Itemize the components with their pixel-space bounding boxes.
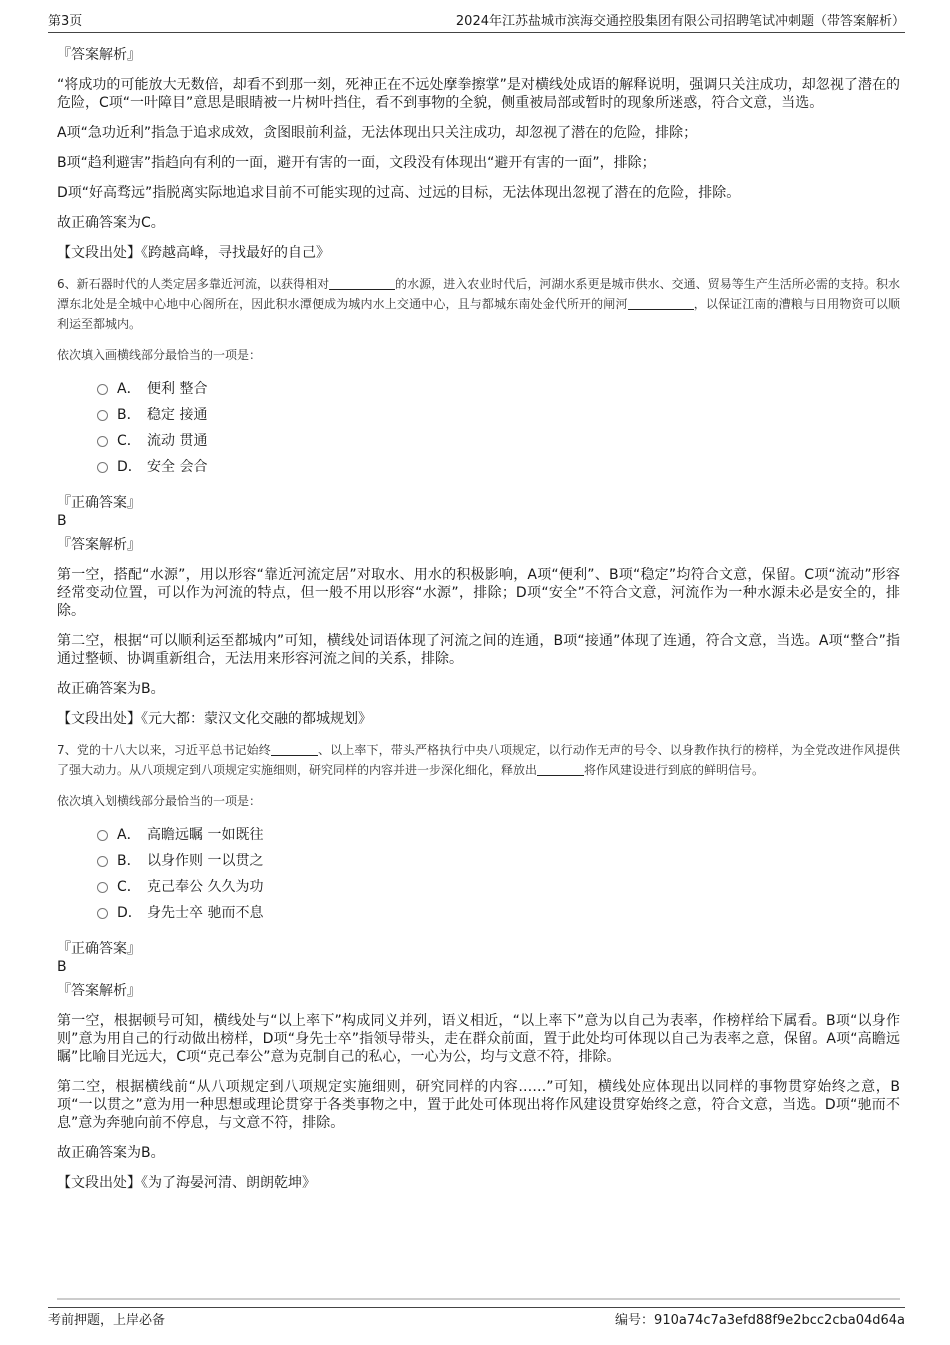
document-title: 2024年江苏盐城市滨海交通控股集团有限公司招聘笔试冲刺题（带答案解析） bbox=[455, 14, 905, 29]
page-content bbox=[57, 46, 900, 1204]
analysis-label: 『答案解析』 bbox=[57, 47, 141, 63]
option-a[interactable]: A． 便利 整合 bbox=[97, 376, 900, 402]
option-c[interactable]: C． 克己奉公 久久为功 bbox=[97, 874, 900, 900]
radio-icon[interactable] bbox=[97, 856, 108, 867]
question-7-options bbox=[97, 822, 900, 926]
source-citation: 【文段出处】《为了海晏河清、朗朗乾坤》 bbox=[57, 1175, 316, 1191]
blank-line bbox=[329, 277, 395, 290]
footer-slogan: 考前押题，上岸必备 bbox=[48, 1313, 166, 1328]
source-citation: 【文段出处】《跨越高峰，寻找最好的自己》 bbox=[57, 245, 330, 261]
option-a[interactable]: A． 高瞻远瞩 一如既往 bbox=[97, 822, 900, 848]
page-footer bbox=[48, 1307, 905, 1332]
document-id: 编号：910a74c7a3efd88f9e2bcc2cba04d64a bbox=[615, 1313, 905, 1328]
option-c[interactable]: C． 流动 贯通 bbox=[97, 428, 900, 454]
analysis-paragraph: 第二空，根据横线前“从八项规定到八项规定实施细则，研究同样的内容……”可知，横线处应体现出以同样的事物贯穿始终之意，B项“一以贯之”意为用一种思想或理论贯穿于各类事物之中，置于此处可体现出将作风建设贯穿始终之意，符合文意，当选。D项“驰而不息”意为奔驰向前不停息，与文意不符，排除。 bbox=[57, 1079, 900, 1131]
correct-answer-label: 『正确答案』 bbox=[57, 495, 141, 511]
analysis-label: 『答案解析』 bbox=[57, 537, 141, 553]
correct-answer-value: B bbox=[57, 959, 67, 975]
question-7-text: 7、党的十八大以来，习近平总书记始终 、以上率下，带头严格执行中央八项规定，以行动作无声的号令、以身教作执行的榜样，为全党改进作风提供了强大动力。从八项规定到八项规定实施细则，研究同样的内容并进一步深化细化，释放出 将作风建设进行到底的鲜明信号。 bbox=[57, 743, 900, 777]
correct-answer-label: 『正确答案』 bbox=[57, 941, 141, 957]
option-b[interactable]: B． 稳定 接通 bbox=[97, 402, 900, 428]
analysis-paragraph: D项“好高骛远”指脱离实际地追求目前不可能实现的过高、过远的目标，无法体现出忽视了潜在的危险，排除。 bbox=[57, 185, 741, 201]
page-header bbox=[48, 12, 905, 33]
analysis-paragraph: 第一空，搭配“水源”，用以形容“靠近河流定居”对取水、用水的积极影响，A项“便利”、B项“稳定”均符合文意，保留。C项“流动”形容经常变动位置，可以作为河流的特点，但一般不用以形容“水源”，排除；D项“安全”不符合文意，河流作为一种水源未必是安全的，排除。 bbox=[57, 567, 900, 619]
radio-icon[interactable] bbox=[97, 908, 108, 919]
radio-icon[interactable] bbox=[97, 462, 108, 473]
radio-icon[interactable] bbox=[97, 384, 108, 395]
question-6-text: 6、新石器时代的人类定居多靠近河流，以获得相对 的水源，进入农业时代后，河湖水系更是城市供水、交通、贸易等生产生活所必需的支持。积水潭东北处是全城中心地中心阁所在，因此积水潭便成为城内水上交通中心，且与都城东南处金代所开的闸河 ，以保证江南的漕粮与日用物资可以顺利运至都城内。 bbox=[57, 277, 900, 331]
question-7-prompt: 依次填入划横线部分最恰当的一项是： bbox=[57, 794, 262, 808]
analysis-paragraph: “将成功的可能放大无数倍，却看不到那一刻，死神正在不远处摩拳擦掌”是对横线处成语的解释说明，强调只关注成功，却忽视了潜在的危险，C项“一叶障目”意思是眼睛被一片树叶挡住，看不到事物的全貌，侧重被局部或暂时的现象所迷惑，符合文意，当选。 bbox=[57, 77, 900, 111]
radio-icon[interactable] bbox=[97, 410, 108, 421]
cut-off-text-line bbox=[57, 1296, 900, 1302]
question-6-options bbox=[97, 376, 900, 480]
option-b[interactable]: B． 以身作则 一以贯之 bbox=[97, 848, 900, 874]
source-citation: 【文段出处】《元大都：蒙汉文化交融的都城规划》 bbox=[57, 711, 372, 727]
question-6-prompt: 依次填入画横线部分最恰当的一项是： bbox=[57, 348, 262, 362]
radio-icon[interactable] bbox=[97, 436, 108, 447]
analysis-paragraph: 第一空，根据顿号可知，横线处与“以上率下”构成同义并列，语义相近，“以上率下”意为以自己为表率，作榜样给下属看。B项“以身作则”意为用自己的行动做出榜样，D项“身先士卒”指领导带头，走在群众前面，置于此处均可体现以自己为表率之意，保留。A项“高瞻远瞩”比喻目光远大，C项“克己奉公”意为克制自己的私心，一心为公，均与文意不符，排除。 bbox=[57, 1013, 900, 1065]
blank-line bbox=[271, 743, 318, 756]
page-number: 第3页 bbox=[48, 14, 83, 29]
answer-statement: 故正确答案为C。 bbox=[57, 215, 165, 231]
blank-line bbox=[628, 297, 694, 310]
analysis-paragraph: A项“急功近利”指急于追求成效，贪图眼前利益，无法体现出只关注成功，却忽视了潜在的危险，排除； bbox=[57, 125, 698, 141]
option-d[interactable]: D． 安全 会合 bbox=[97, 454, 900, 480]
correct-answer-value: B bbox=[57, 513, 67, 529]
analysis-paragraph: 第二空，根据“可以顺利运至都城内”可知，横线处词语体现了河流之间的连通，B项“接通”体现了连通，符合文意，当选。A项“整合”指通过整顿、协调重新组合，无法用来形容河流之间的关系，排除。 bbox=[57, 633, 900, 667]
blank-line bbox=[537, 763, 584, 776]
radio-icon[interactable] bbox=[97, 882, 108, 893]
option-d[interactable]: D． 身先士卒 驰而不息 bbox=[97, 900, 900, 926]
analysis-label: 『答案解析』 bbox=[57, 983, 141, 999]
analysis-paragraph: B项“趋利避害”指趋向有利的一面，避开有害的一面，文段没有体现出“避开有害的一面”，排除； bbox=[57, 155, 656, 171]
answer-statement: 故正确答案为B。 bbox=[57, 681, 165, 697]
radio-icon[interactable] bbox=[97, 830, 108, 841]
answer-statement: 故正确答案为B。 bbox=[57, 1145, 165, 1161]
